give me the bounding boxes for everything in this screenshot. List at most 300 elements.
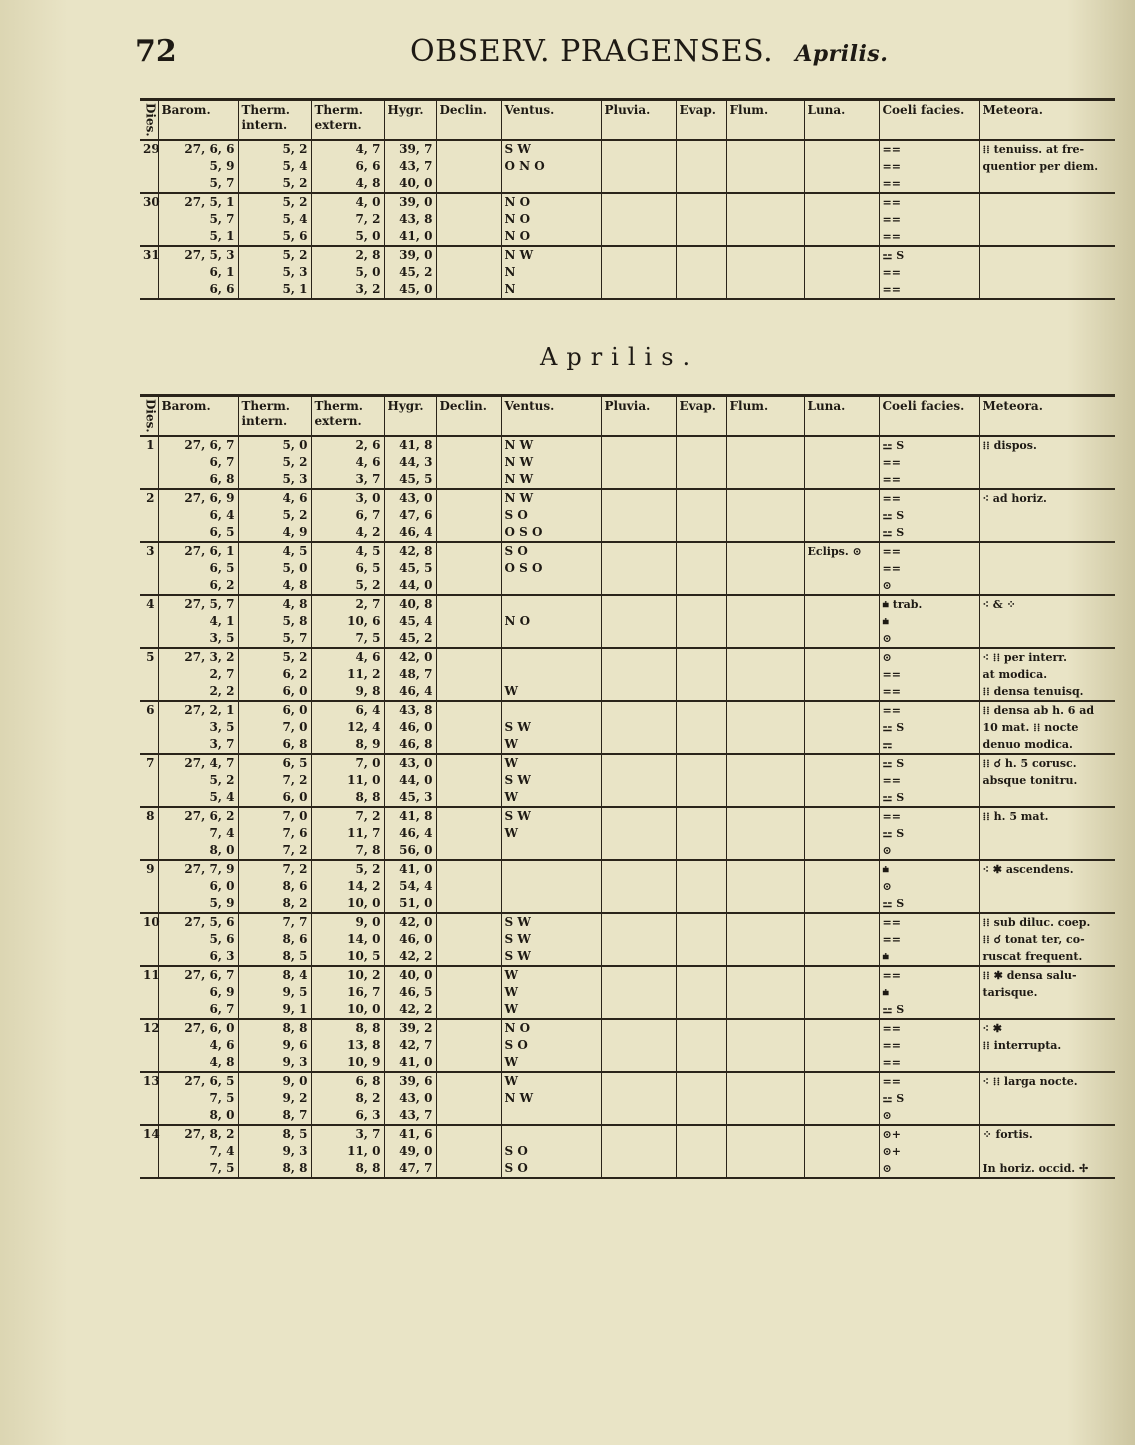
wind-cell-line: S W: [504, 931, 531, 946]
sky-cell: [879, 754, 979, 807]
thermometer-extern-cell-line: 8, 8: [355, 1020, 381, 1035]
hygrometer-cell-line: 39, 7: [399, 141, 433, 156]
page-title: [410, 34, 888, 69]
barometer-cell-line: 27, 6, 1: [184, 543, 235, 558]
sky-cell-line: ==: [882, 491, 901, 505]
wind-cell-line: O S O: [504, 560, 543, 575]
meteora-cell-line: ⁖ ✱ ascendens.: [982, 862, 1074, 876]
meteora-cell-line: tarisque.: [982, 985, 1038, 999]
sky-cell: [879, 436, 979, 489]
sky-cell-line: ⚍ S: [882, 896, 905, 910]
wind-cell-line: W: [504, 967, 518, 982]
wind-cell: [501, 595, 601, 648]
rain-cell: [601, 1072, 676, 1125]
hygrometer-cell-line: 39, 0: [399, 194, 433, 209]
table-row: [140, 1072, 1115, 1125]
thermometer-intern-cell-line: 5, 0: [282, 437, 308, 452]
wind-cell: [501, 807, 601, 860]
wind-cell: [501, 648, 601, 701]
thermometer-extern-cell-line: 9, 0: [355, 914, 381, 929]
meteora-cell-line: [983, 1090, 1113, 1107]
sky-cell-line: ⩧ trab.: [882, 597, 923, 611]
thermometer-extern-cell-line: 10, 5: [347, 948, 381, 963]
thermometer-extern-cell-line: 11, 0: [347, 772, 381, 787]
wind-cell: [501, 913, 601, 966]
wind-cell: [501, 489, 601, 542]
thermometer-extern-cell-line: 10, 2: [347, 967, 381, 982]
wind-cell-line: S O: [504, 1037, 528, 1052]
wind-cell-line: S W: [504, 719, 531, 734]
column-header: Pluvia.: [601, 100, 676, 140]
river-cell: [726, 1019, 804, 1072]
thermometer-extern-cell-line: 4, 6: [355, 649, 381, 664]
thermometer-extern-cell: [311, 595, 384, 648]
wind-cell-line: S W: [504, 914, 531, 929]
hygrometer-cell-line: 45, 2: [399, 630, 433, 645]
wind-cell-line: W: [504, 1073, 518, 1088]
sky-cell: [879, 1019, 979, 1072]
thermometer-extern-cell-line: 12, 4: [347, 719, 381, 734]
river-cell: [726, 701, 804, 754]
sky-cell-line: ==: [882, 915, 901, 929]
thermometer-intern-cell-line: 6, 8: [282, 736, 308, 751]
barometer-cell: [158, 913, 238, 966]
meteora-cell: [979, 913, 1115, 966]
wind-cell-line: [505, 596, 598, 613]
barometer-cell-line: 4, 8: [209, 1054, 235, 1069]
thermometer-extern-cell-line: 10, 9: [347, 1054, 381, 1069]
thermometer-intern-cell: [238, 246, 311, 299]
meteora-cell-line: [983, 895, 1113, 912]
hygrometer-cell: [384, 966, 436, 1019]
thermometer-extern-cell-line: 4, 0: [355, 194, 381, 209]
sky-cell: [879, 246, 979, 299]
sky-cell-line: ⊙+: [882, 1144, 901, 1158]
wind-cell: [501, 246, 601, 299]
declination-cell: [436, 1125, 501, 1178]
moon-cell: [804, 807, 879, 860]
wind-cell-line: N O: [504, 211, 531, 226]
moon-cell: [804, 648, 879, 701]
sky-cell-line: ⊙: [882, 879, 892, 893]
barometer-cell-line: 27, 8, 2: [184, 1126, 235, 1141]
thermometer-extern-cell: [311, 1072, 384, 1125]
declination-cell: [436, 140, 501, 193]
meteora-cell: [979, 489, 1115, 542]
day-cell: 7: [146, 755, 155, 770]
sky-cell: [879, 648, 979, 701]
thermometer-extern-cell-line: 6, 3: [355, 1107, 381, 1122]
barometer-cell: [158, 648, 238, 701]
thermometer-extern-cell: [311, 701, 384, 754]
table-row: [140, 246, 1115, 299]
day-cell: 6: [146, 702, 155, 717]
column-header: Flum.: [726, 396, 804, 436]
barometer-cell-line: 8, 0: [209, 842, 235, 857]
moon-cell: Eclips. ⊙: [804, 542, 879, 595]
hygrometer-cell-line: 45, 4: [399, 613, 433, 628]
sky-cell-line: ==: [882, 773, 901, 787]
column-header: Luna.: [804, 100, 879, 140]
hygrometer-cell: [384, 140, 436, 193]
rain-cell: [601, 648, 676, 701]
hygrometer-cell-line: 42, 2: [399, 1001, 433, 1016]
thermometer-intern-cell-line: 9, 2: [282, 1090, 308, 1105]
rain-cell: [601, 595, 676, 648]
hygrometer-cell: [384, 701, 436, 754]
column-header: Hygr.: [384, 100, 436, 140]
sky-cell-line: ⚎: [882, 737, 893, 751]
day-cell: 3: [146, 543, 155, 558]
thermometer-intern-cell-line: 4, 8: [282, 577, 308, 592]
sky-cell: [879, 140, 979, 193]
barometer-cell-line: 27, 5, 3: [184, 247, 235, 262]
sky-cell-line: ⚍ S: [882, 1002, 905, 1016]
wind-cell-line: S W: [504, 772, 531, 787]
column-header: Coeli facies.: [879, 396, 979, 436]
rain-cell: [601, 860, 676, 913]
meteora-cell: [979, 966, 1115, 1019]
sky-cell-line: ⊙: [882, 1108, 892, 1122]
thermometer-extern-cell-line: 4, 6: [355, 454, 381, 469]
thermometer-intern-cell-line: 9, 6: [282, 1037, 308, 1052]
barometer-cell-line: 27, 5, 1: [184, 194, 235, 209]
barometer-cell-line: 7, 5: [209, 1160, 235, 1175]
rain-cell: [601, 140, 676, 193]
sky-cell-line: ⚍ S: [882, 720, 905, 734]
day-cell: 4: [146, 596, 155, 611]
thermometer-extern-cell-line: 4, 8: [355, 175, 381, 190]
thermometer-intern-cell-line: 5, 2: [282, 175, 308, 190]
barometer-cell: [158, 193, 238, 246]
thermometer-intern-cell-line: 6, 5: [282, 755, 308, 770]
meteora-cell-line: [983, 194, 1113, 211]
wind-cell: [501, 140, 601, 193]
thermometer-intern-cell: [238, 436, 311, 489]
moon-cell: [804, 1125, 879, 1178]
wind-cell: [501, 1072, 601, 1125]
wind-cell-line: W: [504, 1001, 518, 1016]
barometer-cell: [158, 754, 238, 807]
thermometer-intern-cell-line: 6, 0: [282, 702, 308, 717]
river-cell: [726, 489, 804, 542]
barometer-cell-line: 7, 4: [209, 1143, 235, 1158]
table-row: [140, 1125, 1115, 1178]
wind-cell-line: N W: [504, 247, 534, 262]
wind-cell: [501, 860, 601, 913]
barometer-cell-line: 5, 7: [209, 211, 235, 226]
wind-cell-line: S O: [504, 1143, 528, 1158]
section-title-aprilis: Aprilis.: [540, 343, 700, 371]
wind-cell-line: S O: [504, 507, 528, 522]
thermometer-extern-cell-line: 5, 0: [355, 228, 381, 243]
moon-cell: [804, 436, 879, 489]
thermometer-intern-cell-line: 8, 8: [282, 1160, 308, 1175]
river-cell: [726, 436, 804, 489]
thermometer-intern-cell-line: 6, 2: [282, 666, 308, 681]
sky-cell-line: ==: [882, 1038, 901, 1052]
thermometer-intern-cell: [238, 807, 311, 860]
april-observation-table: [140, 394, 1115, 1179]
meteora-cell-line: denuo modica.: [982, 737, 1073, 751]
meteora-cell-line: ⁞⁞ tenuiss. at fre-: [982, 142, 1085, 156]
sky-cell-line: ==: [882, 472, 901, 486]
day-cell: 2: [146, 490, 155, 505]
hygrometer-cell-line: 46, 0: [399, 931, 433, 946]
barometer-cell-line: 27, 6, 0: [184, 1020, 235, 1035]
wind-cell-line: N: [504, 264, 516, 279]
barometer-cell-line: 2, 2: [209, 683, 235, 698]
thermometer-extern-cell: [311, 193, 384, 246]
thermometer-extern-cell-line: 8, 8: [355, 789, 381, 804]
wind-cell-line: [505, 702, 598, 719]
moon-cell: [804, 1019, 879, 1072]
table-row: [140, 966, 1115, 1019]
river-cell: [726, 140, 804, 193]
meteora-cell-line: [983, 1054, 1113, 1071]
barometer-cell: [158, 1072, 238, 1125]
sky-cell-line: ⊙: [882, 631, 892, 645]
wind-cell-line: W: [504, 984, 518, 999]
sky-cell-line: ==: [882, 159, 901, 173]
hygrometer-cell-line: 42, 8: [399, 543, 433, 558]
sky-cell-line: ==: [882, 561, 901, 575]
thermometer-intern-cell: [238, 913, 311, 966]
hygrometer-cell-line: 42, 0: [399, 914, 433, 929]
declination-cell: [436, 1019, 501, 1072]
thermometer-extern-cell-line: 9, 8: [355, 683, 381, 698]
moon-cell: [804, 860, 879, 913]
evaporation-cell: [676, 701, 726, 754]
meteora-cell-line: [983, 175, 1113, 192]
meteora-cell-line: In horiz. occid. ✢: [982, 1161, 1089, 1175]
wind-cell-line: O S O: [504, 524, 543, 539]
thermometer-intern-cell-line: 5, 2: [282, 649, 308, 664]
hygrometer-cell-line: 46, 5: [399, 984, 433, 999]
evaporation-cell: [676, 436, 726, 489]
wind-cell-line: N O: [504, 228, 531, 243]
hygrometer-cell-line: 42, 2: [399, 948, 433, 963]
hygrometer-cell-line: 43, 0: [399, 1090, 433, 1105]
thermometer-extern-cell-line: 11, 0: [347, 1143, 381, 1158]
sky-cell-line: ==: [882, 1074, 901, 1088]
meteora-cell-line: ⁞⁞ densa tenuisq.: [982, 684, 1084, 698]
thermometer-extern-cell-line: 4, 2: [355, 524, 381, 539]
day-cell: 29: [143, 141, 160, 156]
thermometer-intern-cell-line: 5, 2: [282, 141, 308, 156]
sky-cell: [879, 701, 979, 754]
thermometer-extern-cell-line: 10, 6: [347, 613, 381, 628]
meteora-cell-line: ⁘ fortis.: [982, 1127, 1033, 1141]
hygrometer-cell: [384, 1125, 436, 1178]
day-cell: 10: [143, 914, 160, 929]
barometer-cell-line: 27, 6, 7: [184, 437, 235, 452]
barometer-cell-line: 7, 4: [209, 825, 235, 840]
thermometer-extern-cell: [311, 807, 384, 860]
evaporation-cell: [676, 807, 726, 860]
column-header: Meteora.: [979, 100, 1115, 140]
thermometer-intern-cell-line: 5, 4: [282, 158, 308, 173]
barometer-cell-line: 27, 2, 1: [184, 702, 235, 717]
column-header: Evap.: [676, 100, 726, 140]
thermometer-extern-cell-line: 8, 9: [355, 736, 381, 751]
hygrometer-cell-line: 41, 0: [399, 1054, 433, 1069]
meteora-cell-line: 10 mat. ⁞⁞ nocte: [982, 720, 1079, 734]
thermometer-intern-cell: [238, 966, 311, 1019]
rain-cell: [601, 701, 676, 754]
thermometer-intern-cell-line: 7, 0: [282, 808, 308, 823]
sky-cell-line: ==: [882, 282, 901, 296]
meteora-cell-line: [983, 264, 1113, 281]
meteora-cell-line: [983, 211, 1113, 228]
wind-cell-line: W: [504, 683, 518, 698]
column-header: Therm. intern.: [238, 396, 311, 436]
wind-cell: [501, 701, 601, 754]
barometer-cell-line: 27, 6, 9: [184, 490, 235, 505]
barometer-cell-line: 5, 9: [209, 895, 235, 910]
evaporation-cell: [676, 1019, 726, 1072]
wind-cell: [501, 193, 601, 246]
thermometer-intern-cell: [238, 140, 311, 193]
table-row: [140, 193, 1115, 246]
hygrometer-cell-line: 43, 8: [399, 211, 433, 226]
hygrometer-cell-line: 41, 0: [399, 228, 433, 243]
column-header: Therm. extern.: [311, 100, 384, 140]
hygrometer-cell-line: 45, 0: [399, 281, 433, 296]
hygrometer-cell-line: 41, 0: [399, 861, 433, 876]
thermometer-extern-cell-line: 10, 0: [347, 895, 381, 910]
declination-cell: [436, 193, 501, 246]
hygrometer-cell-line: 42, 0: [399, 649, 433, 664]
sky-cell-line: ⚍ S: [882, 826, 905, 840]
moon-cell: [804, 140, 879, 193]
thermometer-extern-cell-line: 10, 0: [347, 1001, 381, 1016]
thermometer-intern-cell-line: 7, 6: [282, 825, 308, 840]
thermometer-extern-cell-line: 5, 2: [355, 577, 381, 592]
river-cell: [726, 246, 804, 299]
meteora-cell-line: ⁞⁞ densa ab h. 6 ad: [982, 703, 1095, 717]
meteora-cell-line: [983, 507, 1113, 524]
day-cell: 11: [143, 967, 160, 982]
barometer-cell-line: 27, 4, 7: [184, 755, 235, 770]
thermometer-intern-cell-line: 7, 2: [282, 842, 308, 857]
barometer-cell-line: 6, 8: [209, 471, 235, 486]
hygrometer-cell: [384, 807, 436, 860]
thermometer-extern-cell-line: 8, 8: [355, 1160, 381, 1175]
meteora-cell-line: [983, 560, 1113, 577]
column-header: Ventus.: [501, 100, 601, 140]
meteora-cell: [979, 140, 1115, 193]
thermometer-intern-cell-line: 7, 2: [282, 772, 308, 787]
thermometer-extern-cell-line: 7, 2: [355, 808, 381, 823]
table-row: [140, 648, 1115, 701]
thermometer-intern-cell-line: 5, 2: [282, 454, 308, 469]
thermometer-intern-cell-line: 8, 8: [282, 1020, 308, 1035]
thermometer-intern-cell: [238, 595, 311, 648]
evaporation-cell: [676, 1072, 726, 1125]
day-cell: 13: [143, 1073, 160, 1088]
table-row: [140, 595, 1115, 648]
barometer-cell-line: 3, 5: [209, 719, 235, 734]
table-row: [140, 489, 1115, 542]
thermometer-intern-cell-line: 9, 5: [282, 984, 308, 999]
day-cell: 12: [143, 1020, 160, 1035]
meteora-cell: [979, 542, 1115, 595]
table-header-row: [140, 100, 1115, 140]
evaporation-cell: [676, 246, 726, 299]
meteora-cell-line: ⁖ ⁞⁞ larga nocte.: [982, 1074, 1078, 1088]
thermometer-extern-cell-line: 2, 7: [355, 596, 381, 611]
rain-cell: [601, 966, 676, 1019]
thermometer-intern-cell: [238, 701, 311, 754]
barometer-cell: [158, 1019, 238, 1072]
hygrometer-cell-line: 43, 7: [399, 1107, 433, 1122]
thermometer-intern-cell-line: 8, 6: [282, 931, 308, 946]
thermometer-intern-cell-line: 8, 2: [282, 895, 308, 910]
thermometer-intern-cell-line: 5, 3: [282, 471, 308, 486]
wind-cell-line: [505, 1126, 598, 1143]
thermometer-extern-cell: [311, 542, 384, 595]
barometer-cell-line: 6, 9: [209, 984, 235, 999]
thermometer-intern-cell-line: 8, 4: [282, 967, 308, 982]
meteora-cell-line: quentior per diem.: [982, 159, 1099, 173]
meteora-cell-line: [983, 613, 1113, 630]
moon-cell: [804, 1072, 879, 1125]
thermometer-intern-cell-line: 5, 7: [282, 630, 308, 645]
wind-cell-line: N W: [504, 471, 534, 486]
hygrometer-cell: [384, 754, 436, 807]
barometer-cell-line: 27, 6, 5: [184, 1073, 235, 1088]
rain-cell: [601, 436, 676, 489]
meteora-cell-line: [983, 1143, 1113, 1160]
declination-cell: [436, 436, 501, 489]
barometer-cell: [158, 489, 238, 542]
thermometer-intern-cell-line: 4, 9: [282, 524, 308, 539]
wind-cell-line: [505, 895, 598, 912]
thermometer-extern-cell-line: 6, 4: [355, 702, 381, 717]
evaporation-cell: [676, 860, 726, 913]
sky-cell-line: ⊙: [882, 650, 892, 664]
title-month: Aprilis.: [795, 41, 889, 67]
thermometer-extern-cell-line: 3, 2: [355, 281, 381, 296]
meteora-cell-line: [983, 543, 1113, 560]
sky-cell: [879, 913, 979, 966]
meteora-cell-line: ⁖ ✱: [982, 1021, 1002, 1035]
barometer-cell: [158, 140, 238, 193]
thermometer-intern-cell-line: 8, 5: [282, 1126, 308, 1141]
barometer-cell-line: 6, 4: [209, 507, 235, 522]
hygrometer-cell-line: 40, 0: [399, 175, 433, 190]
wind-cell-line: N O: [504, 1020, 531, 1035]
hygrometer-cell-line: 43, 0: [399, 490, 433, 505]
thermometer-extern-cell-line: 6, 6: [355, 158, 381, 173]
sky-cell-line: ==: [882, 968, 901, 982]
evaporation-cell: [676, 489, 726, 542]
thermometer-extern-cell-line: 4, 5: [355, 543, 381, 558]
barometer-cell: [158, 860, 238, 913]
wind-cell-line: O N O: [504, 158, 545, 173]
evaporation-cell: [676, 1125, 726, 1178]
river-cell: [726, 595, 804, 648]
hygrometer-cell-line: 41, 8: [399, 437, 433, 452]
meteora-cell-line: ⁞⁞ ☌ h. 5 corusc.: [982, 756, 1077, 770]
meteora-cell-line: ⁞⁞ dispos.: [982, 438, 1037, 452]
thermometer-intern-cell-line: 9, 0: [282, 1073, 308, 1088]
barometer-cell-line: 27, 5, 6: [184, 914, 235, 929]
meteora-cell-line: ⁞⁞ ☌ tonat ter, co-: [982, 932, 1085, 946]
declination-cell: [436, 913, 501, 966]
meteora-cell-line: absque tonitru.: [982, 773, 1078, 787]
